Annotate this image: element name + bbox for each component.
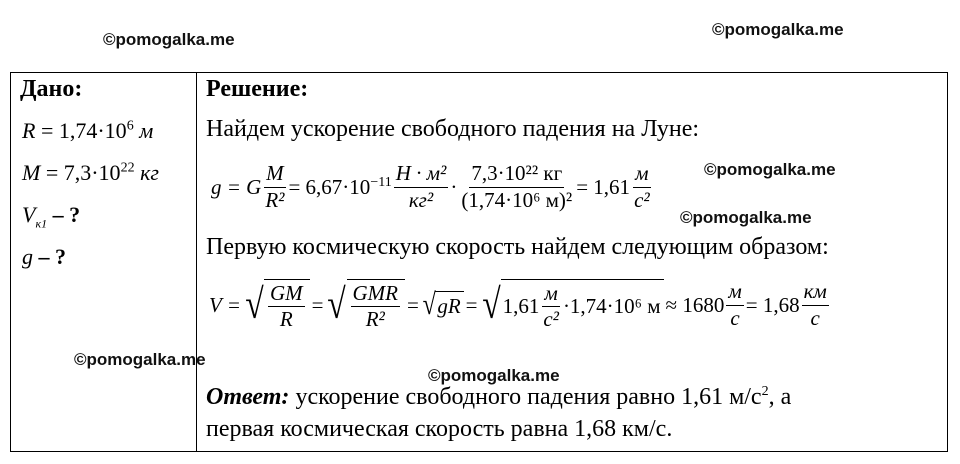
given-velocity: $V_{к1}$ – ?: [22, 202, 81, 231]
solution-line-2: Первую космическую скорость найдем следующим образом:: [206, 234, 829, 260]
given-header: Дано:: [20, 76, 83, 102]
given-acceleration: g – ?: [22, 244, 66, 269]
watermark: ©pomogalka.me: [103, 30, 235, 49]
watermark: ©pomogalka.me: [680, 208, 812, 227]
answer-line-2: первая космическая скорость равна 1,68 км/с.: [206, 416, 673, 442]
answer-line-1: Ответ: ускорение свободного падения равно 1,61 $м/с^2$, а: [206, 384, 792, 410]
solution-line-1: Найдем ускорение свободного падения на Луне:: [206, 116, 700, 142]
watermark: ©pomogalka.me: [712, 20, 844, 39]
formula-g: g = G $\frac{M}{\text{R²}}$ = $6,67\cdot 10^{-11}$ $\frac{\text{Н · м²}}{\text{кг²}}$ · $\frac{\text{7,3·10²² кг}}{\text{(1,74·10⁶ м)²}}$ = 1,61 $\frac{м}{\text{с²}}$: [211, 161, 650, 212]
solution-header: Решение:: [206, 76, 309, 102]
watermark: ©pomogalka.me: [74, 350, 206, 369]
watermark: ©pomogalka.me: [428, 366, 560, 385]
given-radius: $R = 1,74\cdot 10^6$ м: [22, 118, 154, 143]
formula-v: V = √ $\frac{GM}{R}$ = √ $\frac{\text{GMR}}{\text{R²}}$ = √ gR = √ 1,61 $\frac{м}{\text{с²}}$ ·1,74·10⁶ м ≈ 1680 $\frac{м}{с}$ = 1,68 $\frac{км}{с}$: [209, 279, 827, 331]
column-divider: [196, 72, 197, 452]
watermark: ©pomogalka.me: [704, 160, 836, 179]
given-mass: $M = 7,3\cdot 10^{22}$ кг: [22, 160, 159, 185]
